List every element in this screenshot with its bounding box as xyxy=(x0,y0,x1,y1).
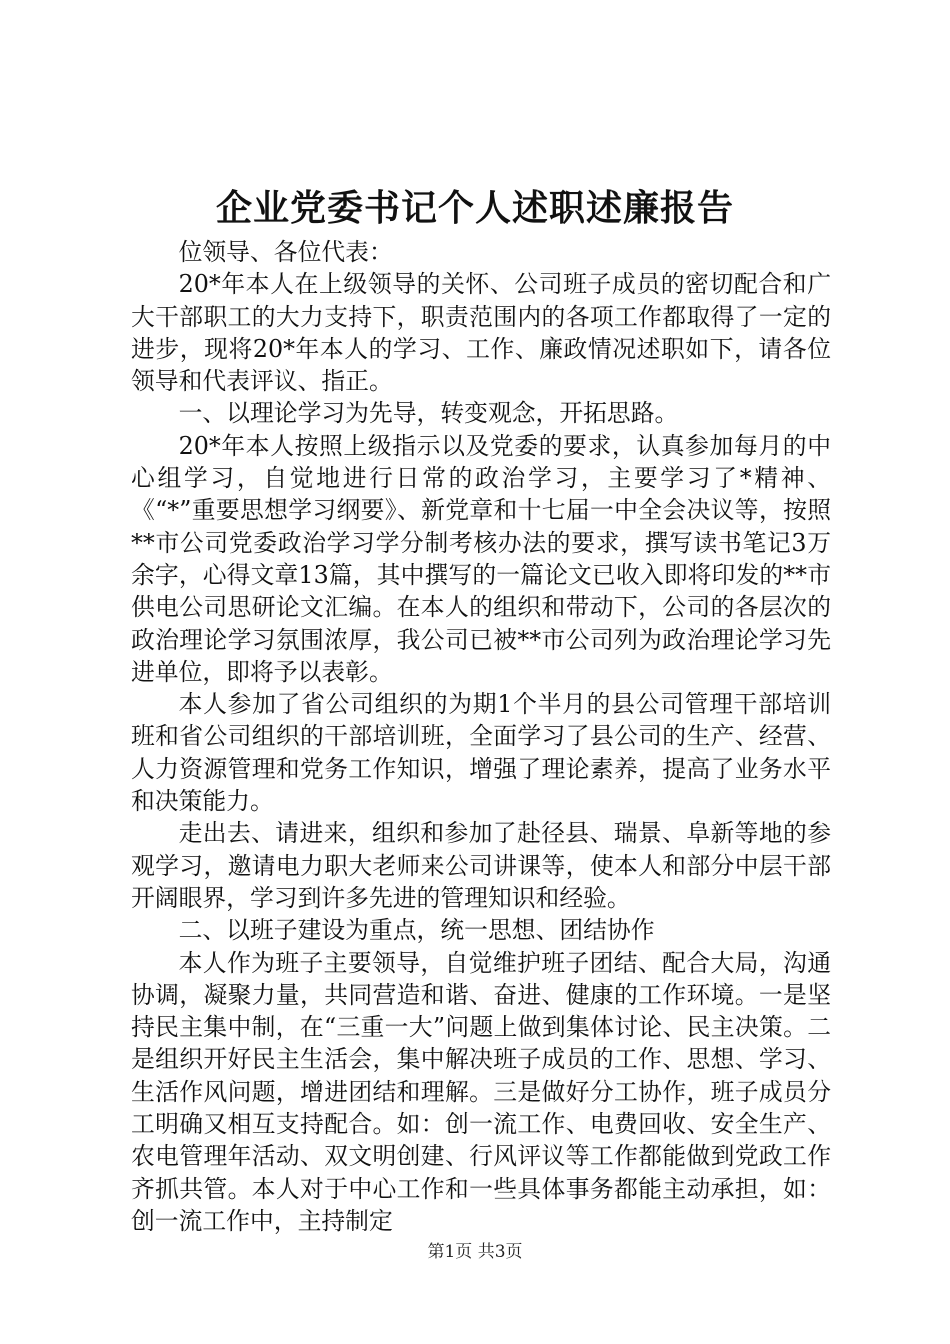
document-title: 企业党委书记个人述职述廉报告 xyxy=(215,187,734,229)
paragraph-greeting: 位领导、各位代表： xyxy=(178,238,393,266)
section-heading-2: 二、以班子建设为重点，统一思想、团结协作 xyxy=(178,916,655,945)
document-body xyxy=(131,236,831,1237)
paragraph-visits: 走出去、请进来，组织和参加了赴径县、瑞景、阜新等地的参观学习，邀请电力职大老师来公司讲课等，使本人和部分中层干部开阔眼界，学习到许多先进的管理知识和经验。 xyxy=(131,819,831,912)
page-footer: 第1页 共3页 xyxy=(427,1242,523,1262)
paragraph-intro: 20*年本人在上级领导的关怀、公司班子成员的密切配合和广大干部职工的大力支持下，职责范围内的各项工作都取得了一定的进步，现将20*年本人的学习、工作、廉政情况述职如下，请各位领导和代表评议、指正。 xyxy=(131,270,831,396)
paragraph-training: 本人参加了省公司组织的为期1个半月的县公司管理干部培训班和省公司组织的干部培训班，全面学习了县公司的生产、经营、人力资源管理和党务工作知识，增强了理论素养，提高了业务水平和决策能力。 xyxy=(131,690,831,816)
paragraph-study: 20*年本人按照上级指示以及党委的要求，认真参加每月的中心组学习，自觉地进行日常的政治学习，主要学习了*精神、《“*”重要思想学习纲要》、新党章和十七届一中全会决议等，按照**市公司党委政治学习学分制考核办法的要求，撰写读书笔记3万余字，心得文章13篇，其中撰写的一篇论文已收入即将印发的**市供电公司思研论文汇编。在本人的组织和带动下，公司的各层次的政治理论学习氛围浓厚，我公司已被**市公司列为政治理论学习先进单位，即将予以表彰。 xyxy=(131,431,831,686)
section-heading-1: 一、以理论学习为先导，转变观念，开拓思路。 xyxy=(178,399,679,428)
paragraph-team-building: 本人作为班子主要领导，自觉维护班子团结、配合大局，沟通协调，凝聚力量，共同营造和谐、奋进、健康的工作环境。一是坚持民主集中制，在“三重一大”问题上做到集体讨论、民主决策。二是组织开好民主生活会，集中解决班子成员的工作、思想、学习、生活作风问题，增进团结和理解。三是做好分工协作，班子成员分工明确又相互支持配合。如：创一流工作、电费回收、安全生产、农电管理年活动、双文明创建、行风评议等工作都能做到党政工作齐抓共管。本人对于中心工作和一些具体事务都能主动承担，如：创一流工作中，主持制定 xyxy=(131,948,831,1235)
